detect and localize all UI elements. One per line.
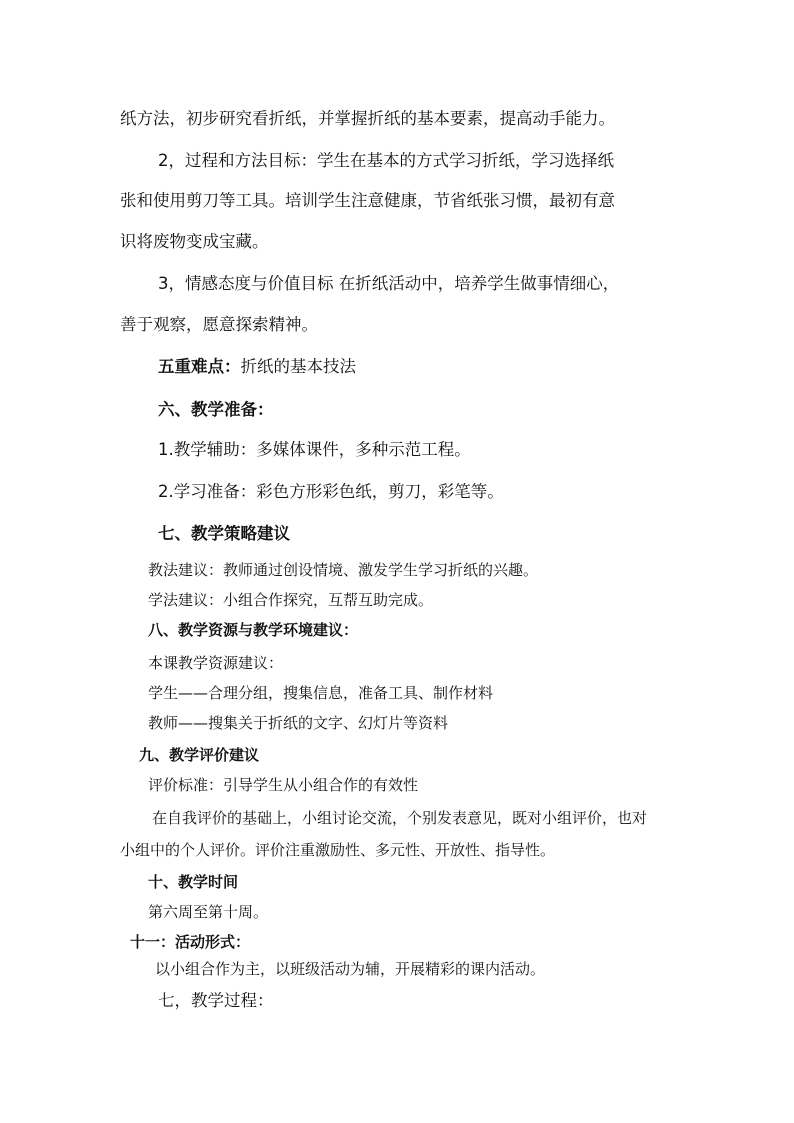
section-heading-evaluation: 九、教学评价建议 — [139, 746, 260, 764]
section-heading-resources: 八、教学资源与教学环境建议： — [148, 621, 359, 639]
difficulty-line — [158, 359, 356, 376]
paragraph-line: 张和使用剪刀等工具。培训学生注意健康，节省纸张习惯，最初有意 — [120, 191, 615, 210]
paragraph-line: 教师——搜集关于折纸的文字、幻灯片等资料 — [148, 714, 449, 732]
section-heading-prep: 六、教学准备： — [158, 400, 274, 419]
paragraph-line: 学法建议：小组合作探究，互帮互助完成。 — [148, 591, 434, 609]
paragraph-line: 小组中的个人评价。评价注重激励性、多元性、开放性、指导性。 — [120, 841, 556, 859]
section-heading-time: 十、教学时间 — [148, 873, 239, 891]
paragraph-line: 1.教学辅助：多媒体课件，多种示范工程。 — [158, 440, 471, 459]
paragraph-line: 学生——合理分组，搜集信息，准备工具、制作材料 — [148, 684, 494, 702]
paragraph-line: 本课教学资源建议： — [148, 654, 284, 672]
paragraph-line: 纸方法，初步研究看折纸，并掌握折纸的基本要素，提高动手能力。 — [120, 109, 615, 128]
difficulty-text: 折纸的基本技法 — [240, 357, 356, 376]
paragraph-line: 七，教学过程： — [158, 991, 274, 1010]
paragraph-line: 第六周至第十周。 — [148, 903, 269, 921]
paragraph-line: 教法建议：教师通过创设情境、激发学生学习折纸的兴趣。 — [148, 561, 539, 579]
paragraph-line: 以小组合作为主，以班级活动为辅，开展精彩的课内活动。 — [155, 960, 546, 978]
paragraph-line: 2，过程和方法目标：学生在基本的方式学习折纸，学习选择纸 — [158, 151, 614, 170]
section-heading-form: 十一：活动形式： — [130, 933, 251, 951]
section-heading-strategy: 七、教学策略建议 — [158, 524, 290, 543]
paragraph-line: 识将废物变成宝藏。 — [120, 232, 269, 251]
paragraph-line: 善于观察，愿意探索精神。 — [120, 315, 318, 334]
difficulty-heading: 五重难点： — [158, 357, 241, 376]
paragraph-line: 在自我评价的基础上，小组讨论交流，个别发表意见，既对小组评价，也对 — [152, 809, 648, 827]
paragraph-line: 3，情感态度与价值目标 在折纸活动中，培养学生做事情细心， — [158, 274, 620, 293]
paragraph-line: 2.学习准备：彩色方形彩色纸，剪刀，彩笔等。 — [158, 482, 504, 501]
paragraph-line: 评价标准：引导学生从小组合作的有效性 — [148, 776, 419, 794]
